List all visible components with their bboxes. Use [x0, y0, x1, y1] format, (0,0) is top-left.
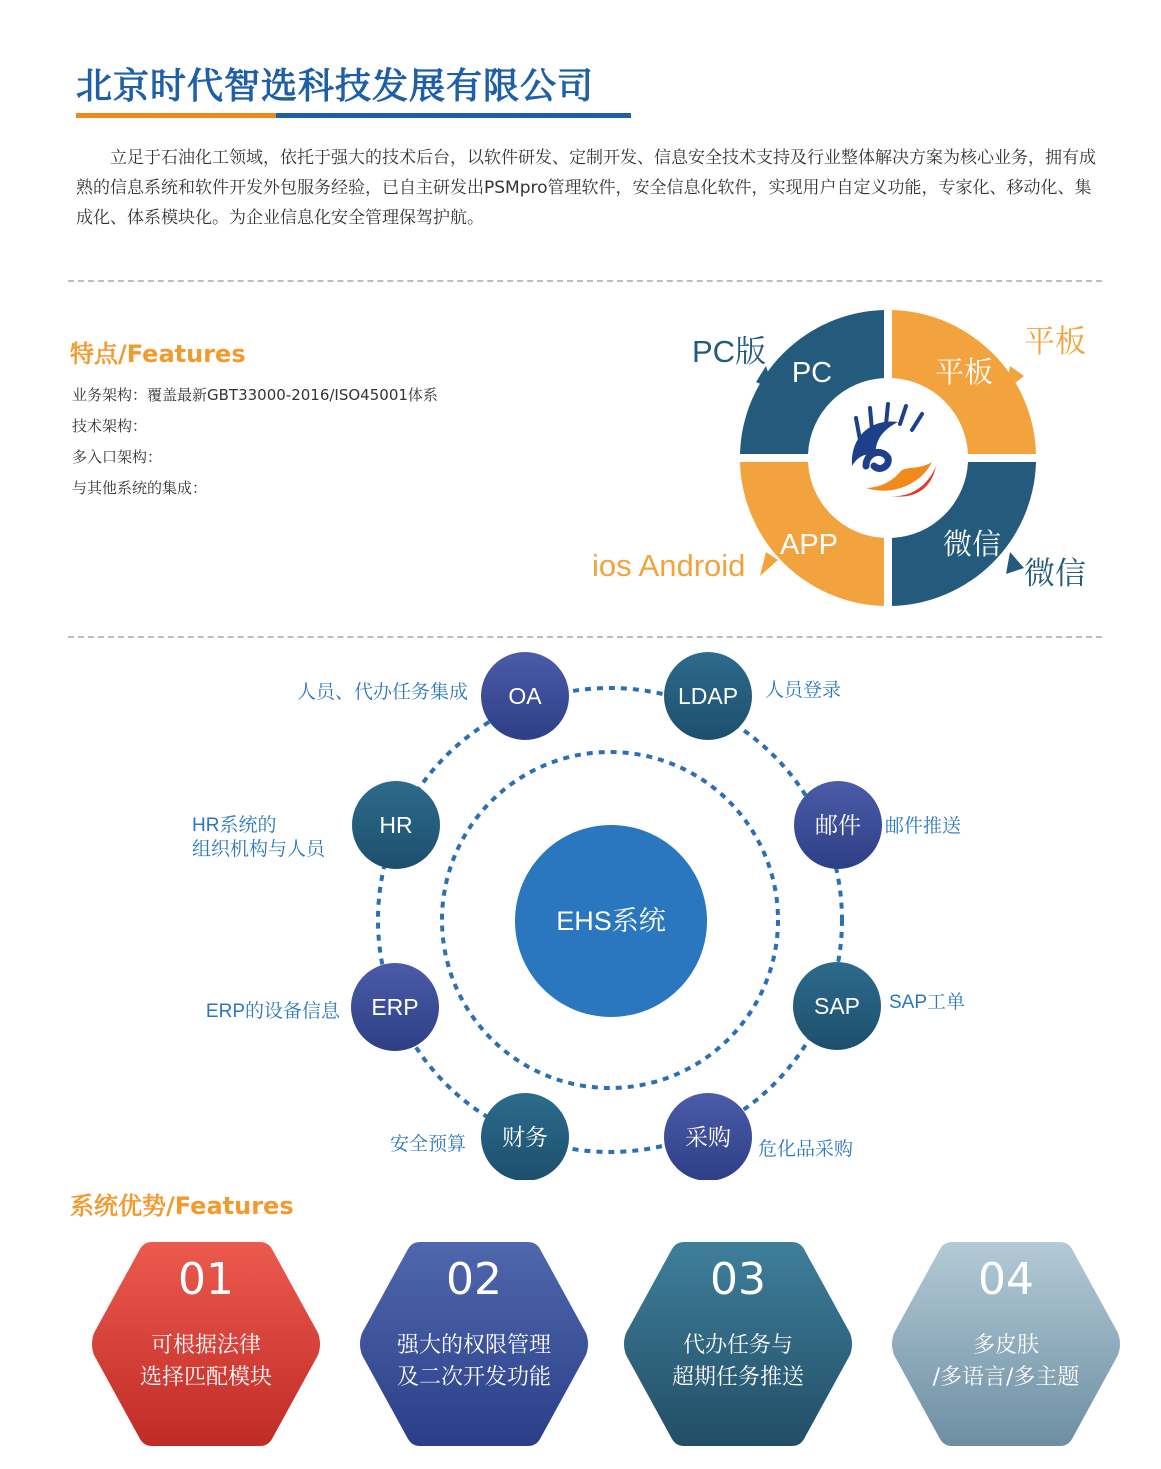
desc-hr-line1: HR系统的 [192, 815, 277, 836]
advantage-number-03: 03 [710, 1254, 766, 1305]
advantage-number-01: 01 [178, 1254, 234, 1305]
underline-blue [276, 113, 631, 118]
wechat-callout-tail [1006, 552, 1024, 574]
feature-tech-arch: 技术架构： [72, 417, 148, 435]
title-underline [76, 113, 631, 118]
underline-orange [76, 113, 276, 118]
company-title: 北京时代智选科技发展有限公司 [76, 66, 595, 107]
advantage-text-04-line2: /多语言/多主题 [932, 1365, 1080, 1390]
ehs-integration-diagram [160, 640, 1000, 1180]
desc-erp: ERP的设备信息 [205, 1001, 340, 1022]
advantage-card-02 [356, 1238, 592, 1450]
ring-label-wechat: 微信 [942, 529, 1002, 561]
desc-oa: 人员、代办任务集成 [296, 682, 468, 703]
ehs-center-label: EHS系统 [556, 906, 666, 936]
intro-paragraph: 立足于石油化工领域，依托于强大的技术后台，以软件研发、定制开发、信息安全技术支持及行业整体解决方案为核心业务，拥有成熟的信息系统和软件开发外包服务经验，已自主研发出PSMpro管理软件，安全信息化软件，实现用户自定义功能，专家化、移动化、集成化、体系模块化。为企业信息化安全管理保驾护航。 [76, 148, 1096, 228]
advantage-card-01 [88, 1238, 324, 1450]
callout-app: ios Android [592, 548, 746, 583]
advantage-text-01-line1: 可根据法律 [150, 1333, 261, 1358]
node-erp [351, 963, 439, 1051]
ring-label-app: APP [779, 529, 839, 561]
node-oa-label: OA [508, 683, 542, 709]
advantage-text-01 [88, 1330, 324, 1394]
advantage-card-04 [888, 1238, 1124, 1450]
callout-wechat: 微信 [1024, 556, 1086, 591]
node-sap [793, 962, 881, 1050]
advantage-text-02-line1: 强大的权限管理 [396, 1333, 551, 1358]
node-purchase [664, 1093, 752, 1180]
platform-ring-diagram [560, 290, 1120, 620]
advantage-text-03 [620, 1330, 856, 1394]
node-ldap-label: LDAP [677, 683, 739, 709]
divider-top [68, 280, 1102, 282]
callout-tablet: 平板 [1024, 324, 1086, 359]
desc-mail: 邮件推送 [885, 816, 962, 837]
ring-label-pc: PC [791, 357, 833, 389]
desc-hr-line2: 组织机构与人员 [192, 839, 326, 860]
desc-purchase: 危化品采购 [758, 1139, 854, 1160]
desc-finance: 安全预算 [389, 1134, 466, 1155]
node-sap-label: SAP [813, 993, 861, 1019]
desc-ldap: 人员登录 [765, 680, 842, 701]
advantage-text-02 [356, 1330, 592, 1394]
ring-label-tablet: 平板 [934, 357, 994, 389]
company-logo [836, 404, 940, 510]
features-heading: 特点/Features [70, 340, 246, 368]
advantage-text-04 [888, 1330, 1124, 1394]
node-ldap [664, 652, 752, 740]
node-mail-label: 邮件 [815, 812, 861, 838]
feature-multi-entry: 多入口架构： [72, 448, 163, 466]
node-finance [481, 1093, 569, 1180]
node-purchase-label: 采购 [685, 1124, 731, 1150]
node-hr [352, 781, 440, 869]
advantages-heading: 系统优势/Features [70, 1192, 294, 1220]
advantage-text-01-line2: 选择匹配模块 [139, 1365, 272, 1390]
advantage-text-02-line2: 及二次开发功能 [396, 1365, 551, 1390]
advantage-text-03-line1: 代办任务与 [682, 1333, 793, 1358]
node-hr-label: HR [379, 812, 413, 838]
node-oa [481, 652, 569, 740]
advantage-card-03 [620, 1238, 856, 1450]
divider-middle [68, 636, 1102, 638]
node-erp-label: ERP [371, 994, 419, 1020]
advantage-text-04-line1: 多皮肤 [972, 1333, 1039, 1358]
feature-integration: 与其他系统的集成： [72, 479, 208, 497]
app-callout-tail [760, 552, 778, 576]
advantage-number-04: 04 [978, 1254, 1034, 1305]
node-mail [794, 781, 882, 869]
node-finance-label: 财务 [502, 1124, 548, 1150]
callout-pc: PC版 [692, 334, 767, 369]
desc-sap: SAP工单 [889, 992, 966, 1013]
feature-business-arch: 业务架构：覆盖最新GBT33000-2016/ISO45001体系 [72, 386, 438, 404]
advantage-number-02: 02 [446, 1254, 502, 1305]
advantage-text-03-line2: 超期任务推送 [671, 1365, 804, 1390]
